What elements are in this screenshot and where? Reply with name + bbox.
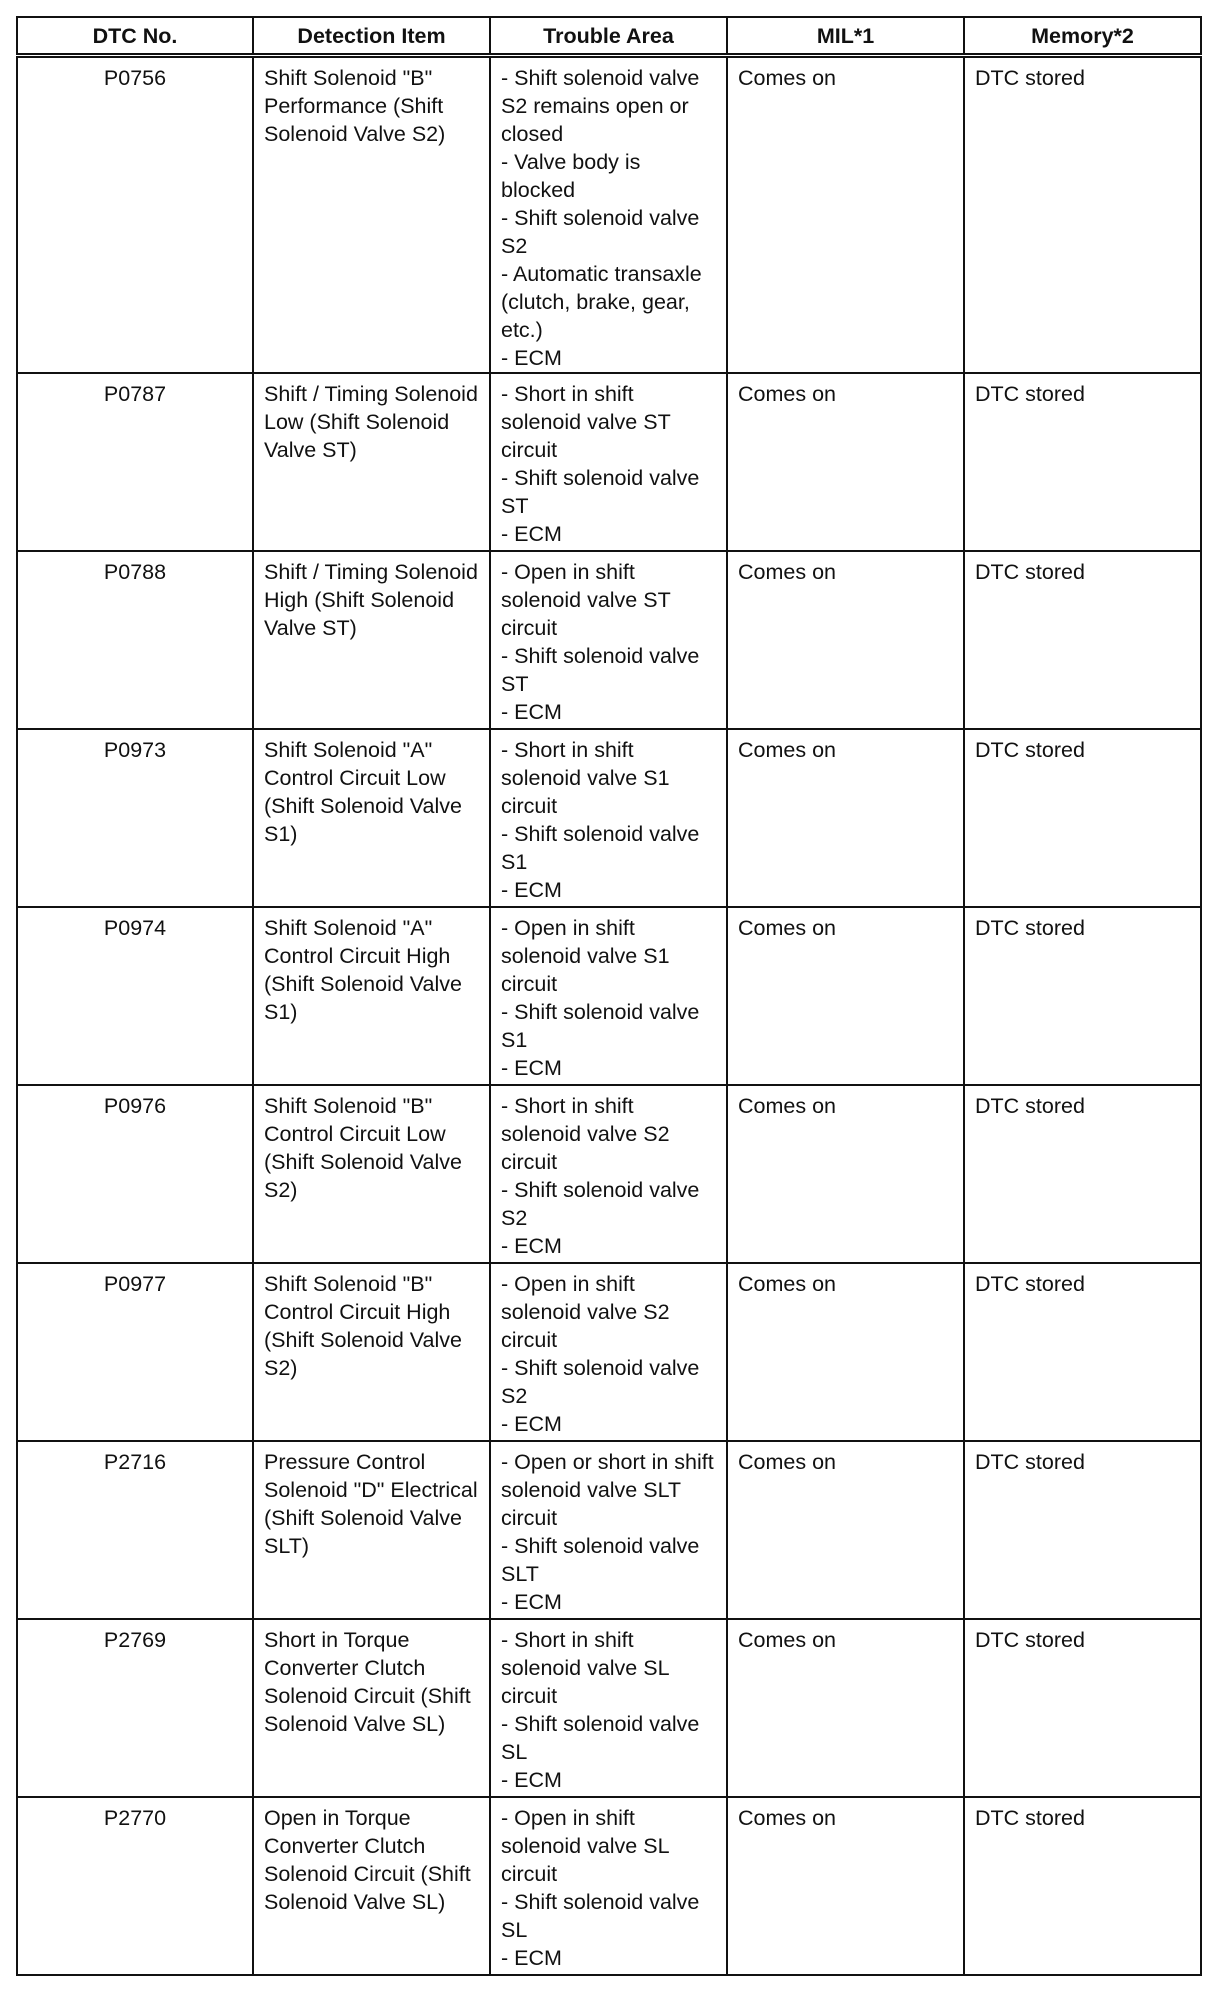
cell-detection-item: Shift / Timing Solenoid High (Shift Solenoid Valve ST) xyxy=(253,551,490,729)
trouble-area-line: - ECM xyxy=(501,700,562,724)
table-row xyxy=(17,551,1201,729)
trouble-area-line: - Short in shift solenoid valve SL circuit xyxy=(501,1628,669,1708)
cell-detection-item: Short in Torque Converter Clutch Solenoid Circuit (Shift Solenoid Valve SL) xyxy=(253,1619,490,1797)
cell-dtc-no: P2769 xyxy=(17,1619,253,1797)
trouble-area-line: - ECM xyxy=(501,1056,562,1080)
trouble-area-line: - Short in shift solenoid valve S1 circuit xyxy=(501,738,670,818)
cell-memory: DTC stored xyxy=(964,729,1201,907)
trouble-area-line: - Shift solenoid valve SLT xyxy=(501,1534,700,1586)
trouble-area-line: - Open in shift solenoid valve SL circuit xyxy=(501,1806,669,1886)
cell-mil: Comes on xyxy=(727,1441,964,1619)
trouble-area-line: - Shift solenoid valve S2 xyxy=(501,205,700,258)
header-detection-item: Detection Item xyxy=(253,17,490,55)
cell-detection-item: Pressure Control Solenoid "D" Electrical (Shift Solenoid Valve SLT) xyxy=(253,1441,490,1619)
cell-trouble-area xyxy=(490,729,727,907)
cell-memory: DTC stored xyxy=(964,1619,1201,1797)
cell-memory: DTC stored xyxy=(964,1797,1201,1975)
trouble-area-line: - ECM xyxy=(501,345,562,370)
table-row xyxy=(17,373,1201,551)
cell-trouble-area xyxy=(490,551,727,729)
trouble-area-line: - ECM xyxy=(501,1234,562,1258)
trouble-area-line: - ECM xyxy=(501,1946,562,1970)
trouble-area-line: - ECM xyxy=(501,1412,562,1436)
cell-trouble-area xyxy=(490,1263,727,1441)
trouble-area-line: - Shift solenoid valve ST xyxy=(501,644,700,696)
header-mil: MIL*1 xyxy=(727,17,964,55)
trouble-area-line: - Short in shift solenoid valve ST circuit xyxy=(501,382,671,462)
cell-memory: DTC stored xyxy=(964,1441,1201,1619)
cell-trouble-area xyxy=(490,55,727,373)
cell-detection-item: Shift Solenoid "B" Performance (Shift Solenoid Valve S2) xyxy=(253,55,490,373)
cell-mil: Comes on xyxy=(727,1085,964,1263)
trouble-area-line: - ECM xyxy=(501,1768,562,1792)
cell-mil: Comes on xyxy=(727,1263,964,1441)
cell-trouble-area xyxy=(490,1797,727,1975)
table-row xyxy=(17,729,1201,907)
trouble-area-line: - Open in shift solenoid valve S1 circuit xyxy=(501,916,670,996)
trouble-area-line: - Short in shift solenoid valve S2 circuit xyxy=(501,1094,670,1174)
trouble-area-line: - ECM xyxy=(501,522,562,546)
trouble-area-line: - Open in shift solenoid valve ST circuit xyxy=(501,560,671,640)
table-row xyxy=(17,1263,1201,1441)
trouble-area-line: - ECM xyxy=(501,878,562,902)
cell-mil: Comes on xyxy=(727,729,964,907)
table-header xyxy=(17,17,1201,55)
trouble-area-line: - Shift solenoid valve S1 xyxy=(501,822,700,874)
cell-trouble-area xyxy=(490,1085,727,1263)
table-row xyxy=(17,1085,1201,1263)
table-row xyxy=(17,1619,1201,1797)
table-row xyxy=(17,1441,1201,1619)
cell-detection-item: Open in Torque Converter Clutch Solenoid Circuit (Shift Solenoid Valve SL) xyxy=(253,1797,490,1975)
trouble-area-line: - Open in shift solenoid valve S2 circuit xyxy=(501,1272,670,1352)
trouble-area-line: - Shift solenoid valve SL xyxy=(501,1712,700,1764)
cell-dtc-no: P0787 xyxy=(17,373,253,551)
trouble-area-line: - Open or short in shift solenoid valve SLT circuit xyxy=(501,1450,714,1530)
cell-dtc-no: P0973 xyxy=(17,729,253,907)
cell-memory: DTC stored xyxy=(964,373,1201,551)
cell-trouble-area xyxy=(490,1619,727,1797)
header-memory: Memory*2 xyxy=(964,17,1201,55)
header-trouble-area: Trouble Area xyxy=(490,17,727,55)
cell-memory: DTC stored xyxy=(964,1085,1201,1263)
cell-dtc-no: P0756 xyxy=(17,55,253,373)
cell-dtc-no: P2770 xyxy=(17,1797,253,1975)
trouble-area-line: - Valve body is blocked xyxy=(501,149,641,202)
table-row xyxy=(17,55,1201,373)
trouble-area-line: - Shift solenoid valve S1 xyxy=(501,1000,700,1052)
cell-mil: Comes on xyxy=(727,373,964,551)
table-row xyxy=(17,1797,1201,1975)
cell-memory: DTC stored xyxy=(964,55,1201,373)
cell-detection-item: Shift Solenoid "A" Control Circuit Low (Shift Solenoid Valve S1) xyxy=(253,729,490,907)
cell-memory: DTC stored xyxy=(964,1263,1201,1441)
cell-dtc-no: P0974 xyxy=(17,907,253,1085)
cell-dtc-no: P0976 xyxy=(17,1085,253,1263)
cell-trouble-area xyxy=(490,373,727,551)
cell-dtc-no: P2716 xyxy=(17,1441,253,1619)
cell-dtc-no: P0788 xyxy=(17,551,253,729)
header-row xyxy=(17,17,1201,55)
cell-mil: Comes on xyxy=(727,1797,964,1975)
trouble-area-line: - ECM xyxy=(501,1590,562,1614)
cell-mil: Comes on xyxy=(727,551,964,729)
cell-trouble-area xyxy=(490,1441,727,1619)
cell-detection-item: Shift Solenoid "A" Control Circuit High (Shift Solenoid Valve S1) xyxy=(253,907,490,1085)
cell-mil: Comes on xyxy=(727,55,964,373)
document-page xyxy=(16,16,1200,1976)
cell-detection-item: Shift Solenoid "B" Control Circuit Low (Shift Solenoid Valve S2) xyxy=(253,1085,490,1263)
cell-mil: Comes on xyxy=(727,907,964,1085)
cell-mil: Comes on xyxy=(727,1619,964,1797)
trouble-area-line: - Automatic transaxle (clutch, brake, gear, etc.) xyxy=(501,261,702,342)
header-dtc-no: DTC No. xyxy=(17,17,253,55)
cell-dtc-no: P0977 xyxy=(17,1263,253,1441)
table-body xyxy=(17,55,1201,1975)
trouble-area-line: - Shift solenoid valve SL xyxy=(501,1890,700,1942)
cell-memory: DTC stored xyxy=(964,907,1201,1085)
cell-detection-item: Shift Solenoid "B" Control Circuit High (Shift Solenoid Valve S2) xyxy=(253,1263,490,1441)
trouble-area-line: - Shift solenoid valve S2 remains open or closed xyxy=(501,65,700,146)
trouble-area-line: - Shift solenoid valve S2 xyxy=(501,1178,700,1230)
dtc-table xyxy=(16,16,1202,1976)
trouble-area-line: - Shift solenoid valve S2 xyxy=(501,1356,700,1408)
cell-detection-item: Shift / Timing Solenoid Low (Shift Solenoid Valve ST) xyxy=(253,373,490,551)
table-row xyxy=(17,907,1201,1085)
cell-memory: DTC stored xyxy=(964,551,1201,729)
cell-trouble-area xyxy=(490,907,727,1085)
trouble-area-line: - Shift solenoid valve ST xyxy=(501,466,700,518)
